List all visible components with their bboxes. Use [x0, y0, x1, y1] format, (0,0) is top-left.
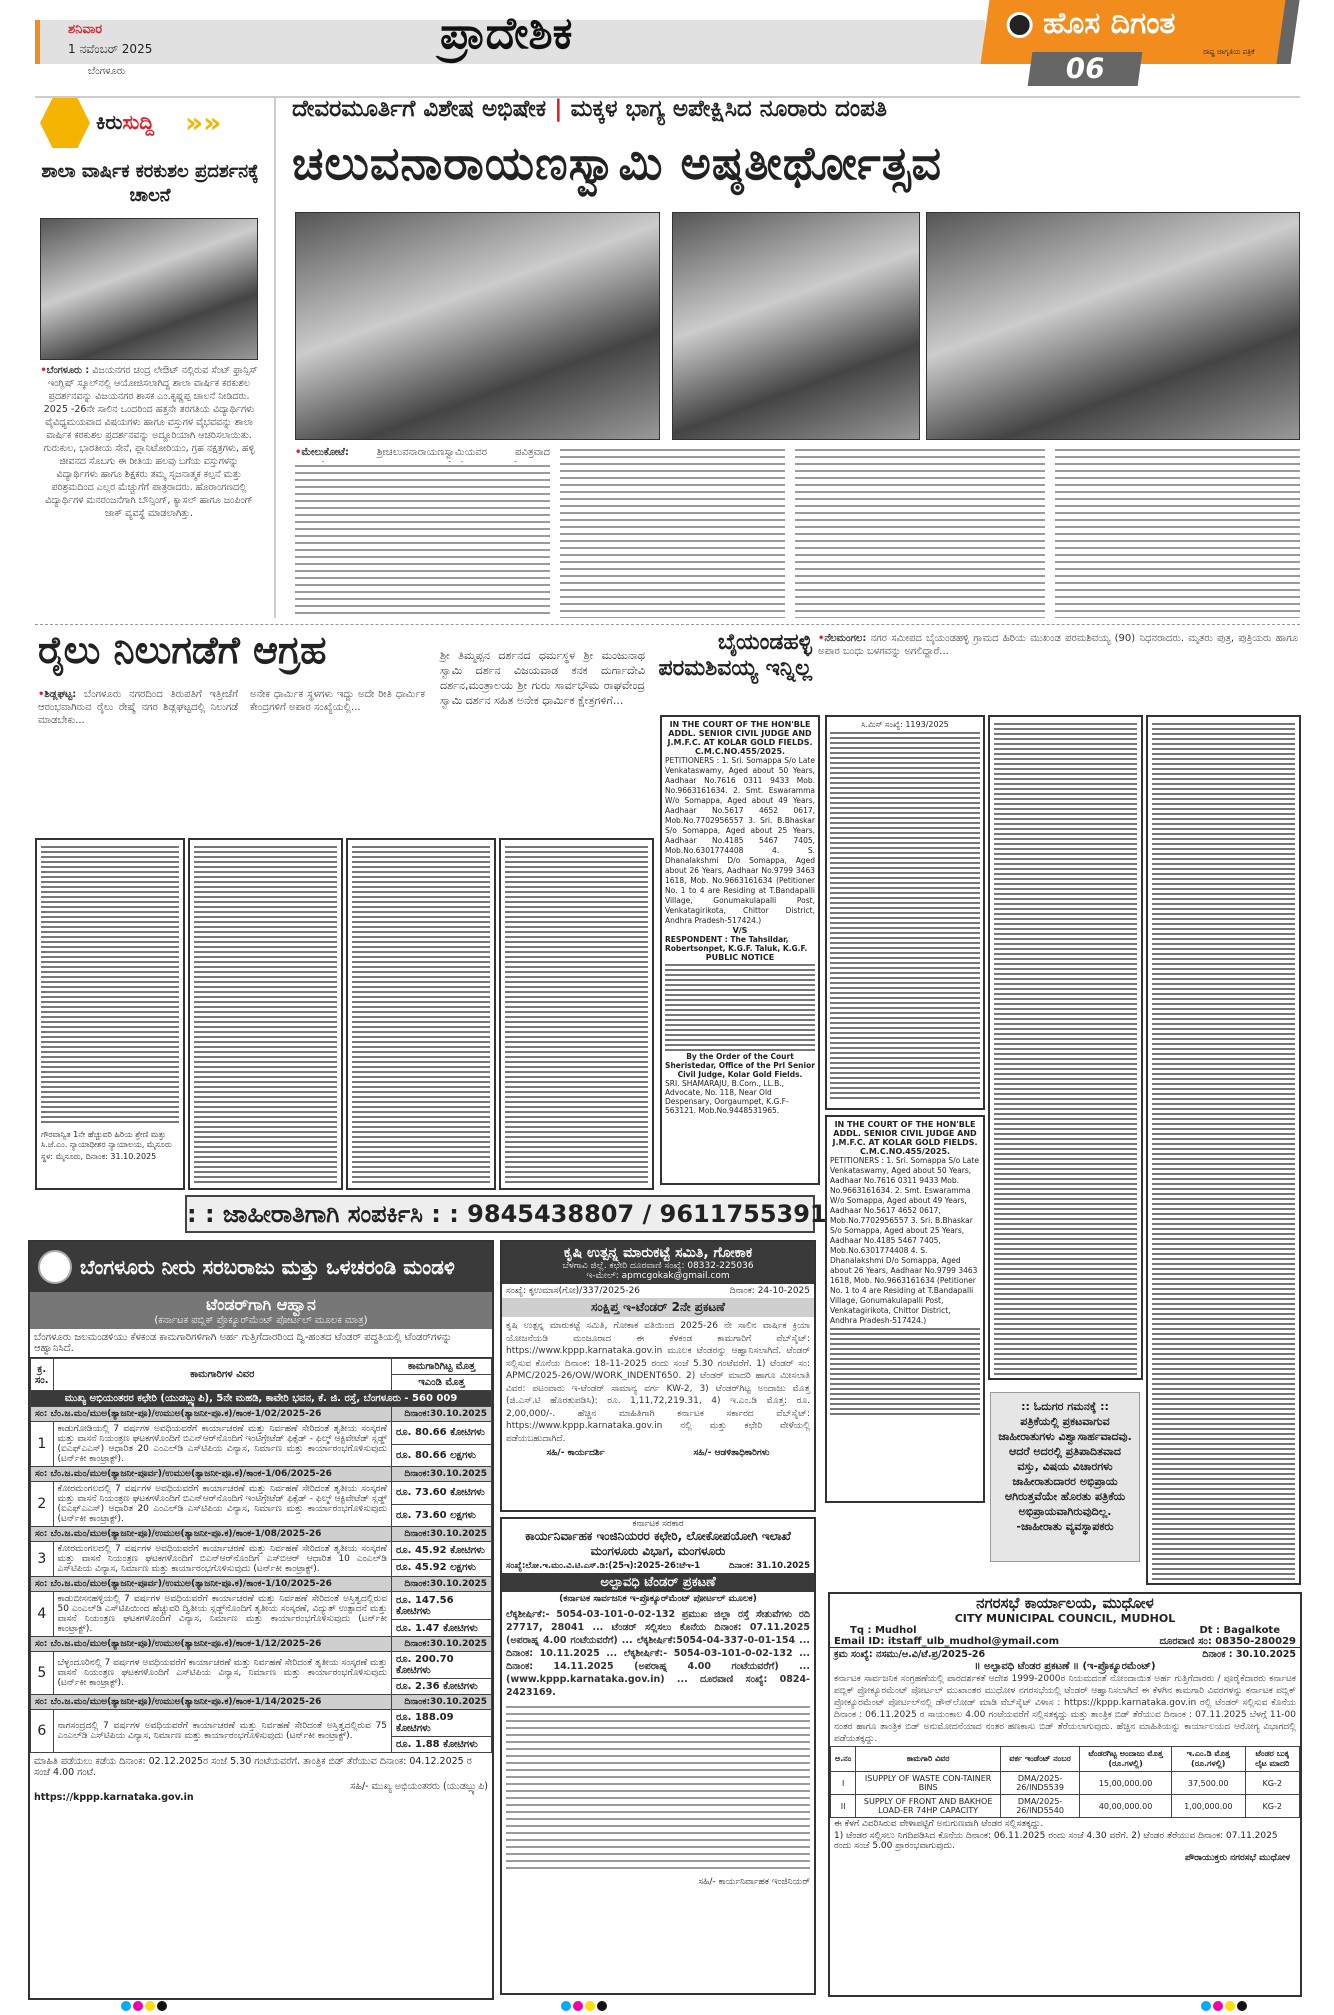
bwssb-tender: [28, 1240, 494, 2000]
rail-body-1: •ಶಿಡ್ಲಘಟ್ಟ: ಬೆಂಗಳೂರು ನಗರದಿಂದ ತಿರುಪತಿಗೆ ಇತ್ತೀಚೆಗೆ ಆರಂಭವಾಗಿರುವ ರೈಲು ರೇಷ್ಮೆ ನಗರ ಶಿಡ್ಲಘಟ್ಟದಲ್ಲಿ ನಿಲುಗಡೆ ಮಾಡಬೇಕು...: [38, 689, 239, 726]
page-number: 06: [1028, 52, 1143, 86]
notice-sign: ಪೌರಾಯುಕ್ತರು ನಗರಸಭೆ ಮುಧೋಳ: [1185, 1853, 1290, 1863]
lead-text-col-4: [1055, 446, 1300, 618]
org-name: ಕಾರ್ಯನಿರ್ವಾಹಕ ಇಂಜಿನಿಯರರ ಕಛೇರಿ, ಲೋಕೋಪಯೋಗಿ ಇಲಾಖೆ ಮಂಗಳೂರು ವಿಭಾಗ, ಮಂಗಳೂರು: [525, 1529, 791, 1558]
obit-headline: ಬೈಯಂಡಹಳ್ಳಿ ಪರಮಶಿವಯ್ಯ ಇನ್ನಿಲ್ಲ: [658, 630, 812, 681]
body-text: ಶ್ರೀಚಲುವನಾರಾಯಣಸ್ವಾಮಿಯವರ ಪವಿತ್ರವಾದ: [376, 447, 550, 458]
notice-subtitle: (ಕರ್ನಾಟಕ ಸಾರ್ವಜನಿಕ ಇ-ಪ್ರೊಕ್ಯೂರ್‌ಮೆಂಟ್ ಪೋರ್ಟಲ್ ಮೂಲಕ): [559, 1594, 757, 1604]
work-details: ಕೋರಮಂಗಲದಲ್ಲಿ 7 ವರ್ಷಗಳ ಅವಧಿಯವರೆಗೆ ಕಾರ್ಯಾಚರಣೆ ಮತ್ತು ನಿರ್ವಹಣೆ ಸೇರಿದಂತೆ ತೃತೀಯ ಸಂಸ್ಕರಣೆ ಮತ್ತು ವಾಸನೆ ನಿಯಂತ್ರಣ ಘಟಕಗಳೊಂದಿಗೆ ಬಿಎನ್ಆರ್‌ನೊಂದಿಗೆ ಎಸ್‌ಬಿಆರ್ ಆಧಾರಿತ 10 ಎಂಎಲ್‌ಡಿ ಎಸ್‌ಟಿಪಿಯ ವಿನ್ಯಾಸ, ನಿರ್ಮಾಣ ಮತ್ತು ಕಾರ್ಯಾರಂಭಗೊಳಿಸುವುದು (ಟರ್ನ್‌ಕೀ ಕಾಂಟ್ರಾಕ್ಟ್).: [53, 1542, 391, 1577]
cell-amount: 40,00,000.00: [1080, 1795, 1172, 1818]
tender-date: ದಿನಾಂಕ:30.10.2025: [392, 1527, 492, 1542]
work-details: ಬೆಳ್ಳಂದೂರಿನಲ್ಲಿ 7 ವರ್ಷಗಳ ಅವಧಿಯವರೆಗೆ ಕಾರ್ಯಾಚರಣೆ ಮತ್ತು ನಿರ್ವಹಣೆ ಸೇರಿದಂತೆ ತೃತೀಯ ಸಂಸ್ಕರಣೆ ಮತ್ತು ವಾಸನೆ ನಿಯಂತ್ರಣ ಘಟಕಗಳೊಂದಿಗೆ ಎಸ್‌ಟಿಪಿಯ ವಿನ್ಯಾಸ, ನಿರ್ಮಾಣ ಮತ್ತು ಕಾರ್ಯಾರಂಭಗೊಳಿಸುವುದು (ಟರ್ನ್‌ಕೀ ಕಾಂಟ್ರಾಕ್ಟ್).: [53, 1652, 391, 1695]
dateline: ಮೇಲುಕೋಟೆ:: [301, 447, 349, 458]
org-name: ಕೃಷಿ ಉತ್ಪನ್ನ ಮಾರುಕಟ್ಟೆ ಸಮಿತಿ, ಗೋಕಾಕ: [563, 1245, 753, 1261]
tender-ref-row: [31, 1695, 492, 1710]
cell-no: I: [831, 1772, 856, 1795]
table-row: [31, 1542, 492, 1560]
row-divider: [35, 624, 1300, 625]
table-row: [31, 1710, 492, 1737]
address: ಬೆಳಗಾವಿ ಜಿಲ್ಲೆ. ಕಛೇರಿ ದೂರವಾಣಿ ಸಂಖ್ಯೆ: 08332-225036: [562, 1261, 754, 1271]
versus: V/S: [732, 926, 748, 935]
petitioners: PETITIONERS : 1. Sri. Somappa S/o Late Venkataswamy, Aged about 50 Years, Aadhaar No.7616 0311 9433 Mob. No.9663161634. 2. Smt. Eswaramma W/o Somappa, Aged about 49 Years, Aadhaar No.5617 4652 0617, Mob.No.7702956557 3. Sri. B.Bhaskar S/o Somappa, Aged about 25 Years, Aadhaar No.4185 5467 7405, Mob.No.6301774408 4. S. Dhanalakshmi D/o Somappa, Aged about 26 Years, Aadhaar No.9799 3463 1618, Mob. No.9663161634 (Petitioner No. 1 to 4 are Residing at T.Bandapalli Village, Gonumakulapalli Post, Venkatagirikota, Chittor District, Andhra Pradesh-517424.): [665, 756, 815, 925]
section-title: ಪ್ರಾದೇಶಿಕ: [440, 8, 573, 59]
case-number: ಸಿ.ಮಿಸ್ ಸಂಖ್ಯೆ: 1193/2025: [861, 720, 949, 729]
notice-date: ದಿನಾಂಕ : 30.10.2025: [1202, 1649, 1296, 1660]
craft-exhibition-photo: [40, 218, 258, 360]
row-number: 6: [31, 1710, 54, 1753]
ref-number: ಸಂಖ್ಯೆ:ಲೋ.ಇ.ಮಂ.ವಿ.ಟಿ.ಎಸ್.ಡಿ:(25ಇ):2025-26:ಟೆಇ-1: [506, 1561, 701, 1571]
logo-text-b: ದಿಗಂತ: [1110, 6, 1176, 41]
devotees-photo: [672, 212, 920, 440]
column-header: ಇ.ಎಂ.ಡಿ ಮೊತ್ತ (ರೂ.ಗಳಲ್ಲಿ): [1171, 1747, 1245, 1772]
tender-subtitle: (ಕರ್ನಾಟಕ ಪಬ್ಲಿಕ್ ಪ್ರೊಕ್ಯೂರ್‌ಮೆಂಟ್ ಪೋರ್ಟಲ್ ಮೂಲಕ ಮಾತ್ರ): [154, 1315, 368, 1326]
crowd-photo: [926, 212, 1300, 440]
notice-title: ಅಲ್ಪಾವಧಿ ಟೆಂಡರ್ ಪ್ರಕಟಣೆ: [502, 1573, 814, 1592]
registration-marks: [1200, 1996, 1248, 2015]
work-amount: ರೂ. 73.60 ಕೋಟಿಗಳು: [392, 1482, 492, 1505]
phone: ದೂರವಾಣಿ ಸಂ: 08350-280029: [1159, 1636, 1296, 1647]
tender-ref: ಸಂ: ಬೆಂ.ಜ.ಮಂ/ಮುಅ(ತ್ಯಾಜನೀ-ಪೂ)/ಉಮುಅ(ತ್ಯಾಜನೀ-ಪೂ.ಕ)/ಕಾಂಕ-1/12/2025-26: [31, 1637, 392, 1652]
tender-sign: ಸಹಿ/- ಮುಖ್ಯ ಅಭಿಯಂತರರು (ಯುಡಬ್ಲ್ಯುಪಿ): [350, 1781, 488, 1792]
table-row: [31, 1422, 492, 1445]
work-amount: ರೂ. 45.92 ಕೋಟಿಗಳು: [392, 1542, 492, 1560]
banner-label: : : ಜಾಹೀರಾತಿಗಾಗಿ ಸಂಪರ್ಕಿಸಿ : :: [187, 1200, 459, 1228]
dateline: ನೆಲಮಂಗಲ:: [824, 633, 867, 644]
work-amount: ರೂ. 80.66 ಕೋಟಿಗಳು: [392, 1422, 492, 1445]
row-number: 3: [31, 1542, 54, 1577]
work-amount: ರೂ. 188.09 ಕೋಟಿಗಳು: [392, 1710, 492, 1737]
legal-notice-4: [499, 838, 654, 1190]
notice-body: ಕರ್ನಾಟಕ ಸಾರ್ವಜನಿಕ ಸಂಗ್ರಹಣೆಯಲ್ಲಿ ಪಾರದರ್ಶಕತೆ ಆದೇಶ 1999-2000ರ ನಿಯಮದಂತೆ ನೋಂದಾಯಿತ ಅರ್ಹ ಗುತ್ತಿಗೆದಾರರು / ಪೂರೈಕೆದಾರರು ಕರ್ನಾಟಕ ಪಬ್ಲಿಕ್ ಪ್ರೋಕ್ಯೂರಮೆಂಟ್ ಪೋರ್ಟಲ್ ಮುಖಾಂತರ ಮುಧೋಳ ನಗರಸಭೆಯಲ್ಲಿ ಟೆಂಡರ್ ಆಹ್ವಾನಿಸಲಾಗಿದೆ ಈ ಕೆಳಗಿನ ಕಾಮಗಾರಿ ವಿವರಗಳನ್ನು ಕರ್ನಾಟಕ ಪಬ್ಲಿಕ್ ಪ್ರೋಕ್ಯೂರಮೆಂಟ್ ಪೋರ್ಟಲ್‌ನಲ್ಲಿ ಡೌನ್‌ಲೋಡ್ ಮಾಡಿ ವೆಬ್‌ಸೈಟ್ ವಿಳಾಸ : https://kppp.karnataka.gov.in ರಲ್ಲಿ ಟೆಂಡರ್ ಸಲ್ಲಿಸುವ ಕೊನೆಯ ದಿನಾಂಕ : 06.11.2025 ರ ಸಾಯಂಕಾಲ 4.00 ಗಂಟೆಯವರೆಗೆ ಸಲ್ಲಿಸತಕ್ಕದ್ದು ಮತ್ತು ತಾಂತ್ರಿಕ ಬಿಡ್ ತೆರೆಯುವ ದಿನಾಂಕ : 07.11.2025 ಬೆಳಗ್ಗೆ 11-00 ನಂತರ ಹಾಗೂ ತಾಂತ್ರಿಕ ಬಿಡ್ ಅನುಮೋದನೆಯಾದ ನಂತರ ಹಣಕಾಸು ಬಿಡ್ ತೆರೆಯಲಾಗುವುದು. ಹೆಚ್ಚಿನ ಮಾಹಿತಿಯನ್ನು ಕಾರ್ಯಾಲಯದ ಆರೋಗ್ಯ ವಿಭಾಗದಲ್ಲಿ ಪಡೆಯತಕ್ಕದ್ದು.: [834, 1674, 1296, 1744]
cell-emd: 1,00,000.00: [1171, 1795, 1245, 1818]
cell-work: ISUPPLY OF WASTE CON-TAINER BINS: [856, 1772, 1001, 1795]
legal-notice-6: [1146, 715, 1301, 1585]
edition-city: ಬೆಂಗಳೂರು: [88, 66, 126, 77]
logo-tagline: ರಾಷ್ಟ್ರ ಜಾಗೃತಿಯ ಪತ್ರಿಕೆ: [1202, 48, 1255, 56]
body-text: ವಿಜಯನಗರ ಚಂದ್ರ ಲೇಔಟ್ ನಲ್ಲಿರುವ ಸೆಂಟ್ ಫ್ರಾನ್ಸಿಸ್ ಇಂಗ್ಲಿಷ್ ಸ್ಕೂಲ್‌ನಲ್ಲಿ ಆಯೋಜಿಸಲಾಗಿದ್ದ ಶಾಲಾ ವಾರ್ಷಿಕ ಕರಕುಶಲ ಪ್ರದರ್ಶನವನ್ನು ವಿಜಯನಗರ ಶಾಸಕ ಎಂ.ಕೃಷ್ಣಪ್ಪ ಚಾಲನೆ ನೀಡಿದರು. 2025 -26ನೇ ಸಾಲಿನ ಒಂದರಿಂದ ಹತ್ತನೇ ತರಗತಿಯ ವಿದ್ಯಾರ್ಥಿಗಳು ವೈವಿಧ್ಯಮಯವಾದ ವಿಷಯಗಳು ಹಾಗೂ ವಸ್ತುಗಳ ವೈಭವವನ್ನು ಶಾಲಾ ವಾರ್ಷಿಕ ಕರಕುಶಲ ಪ್ರದರ್ಶನವನ್ನು ಅದ್ದೂರಿಯಾಗಿ ಆಚರಿಸಲಾಯಿತು. ಗುರುಕುಲ, ಭಾರತೀಯ ಸೇನೆ, ಪ್ಲಾನಿಟೋರಿಯಂ, ಗ್ರಹ ನಕ್ಷತ್ರಗಳು, ಹಳ್ಳಿ ಜೀವನದ ಸೊಬಗು ಈ ರೀತಿಯ ಹಲವು ಬಗೆಯ ವಸ್ತುಗಳನ್ನು ವಿದ್ಯಾರ್ಥಿಗಳು ಹಾಗೂ ಶಿಕ್ಷಕರು ತಮ್ಮ ಸೃಜನಾತ್ಮಕ ಕಲ್ಪನೆ ಮತ್ತು ಪರಿಶ್ರಮದಿಂದ ಎಲ್ಲರ ಮೆಚ್ಚುಗೆಗೆ ಪಾತ್ರರಾದರು. ಹೊರಾಂಗಣದಲ್ಲಿ ವಿದ್ಯಾರ್ಥಿಗಳ ಮನರಂಜನೆಗಾಗಿ ಬೌನ್ಸಿಂಗ್, ಕ್ಯಾಸಲ್ ಹಾಗೂ ಜಂಪಿಂಗ್ ಜಾಕ್ ವ್ಯವಸ್ಥೆ ಮಾಡಲಾಗಿತ್ತು.: [43, 365, 258, 519]
ad-contact-banner: [185, 1195, 827, 1233]
registration-marks: [560, 1996, 608, 2015]
ref-number: ಸಂಖ್ಯೆ: ಕೃಉಮಾಸ(ಗೋ)/337/2025-26: [506, 1286, 641, 1296]
case-number: C.M.C.NO.455/2025.: [694, 747, 786, 756]
logo-kiru: ಕಿರು: [96, 110, 123, 134]
logo-suddi: ಸುದ್ದಿ: [122, 110, 155, 134]
tender-ref-row: [31, 1637, 492, 1652]
work-amount: ರೂ. 200.70 ಕೋಟಿಗಳು: [392, 1652, 492, 1679]
banner-phones: 9845438807 / 9611755391: [467, 1200, 827, 1228]
row-number: 2: [31, 1482, 54, 1527]
notice-title: ॥ ಅಲ್ಪಾವಧಿ ಟೆಂಡರ ಪ್ರಕಟಣೆ ॥ (ಇ-ಪ್ರೊಕ್ಯೂರಮೆಂಟ್): [974, 1661, 1156, 1672]
work-details: ಕಾಡುಗೋಡಿಯಲ್ಲಿ 7 ವರ್ಷಗಳ ಅವಧಿಯವರೆಗೆ ಕಾರ್ಯಾಚರಣೆ ಮತ್ತು ನಿರ್ವಹಣೆ ಸೇರಿದಂತೆ ತೃತೀಯ ಸಂಸ್ಕರಣೆ ಮತ್ತು ವಾಸನೆ ನಿಯಂತ್ರಣ ಘಟಕಗಳೊಂದಿಗೆ ಬಿಎನ್ಆರ್‌ನೊಂದಿಗೆ ಇಂಟಿಗ್ರೇಟೆಡ್ ಫಿಕ್ಸೆಡ್ - ಫಿಲ್ಮ್ ಆಕ್ಟಿವೇಟೆಡ್ ಸ್ಲಡ್ಜ್ (ಐಎಫ್ಎಎಸ್) ಆಧಾರಿತ 20 ಎಂಎಲ್‌ಡಿ ಎಸ್‌ಟಿಪಿಯ ವಿನ್ಯಾಸ, ನಿರ್ಮಾಣ ಮತ್ತು ಕಾರ್ಯಾರಂಭಗೊಳಿಸುವುದು (ಟರ್ನ್‌ಕೀ ಕಾಂಟ್ರಾಕ್ಟ್).: [53, 1422, 391, 1467]
lead-body: •ಮೇಲುಕೋಟೆ: ಶ್ರೀಚಲುವನಾರಾಯಣಸ್ವಾಮಿಯವರ ಪವಿತ್ರವಾದ: [295, 446, 550, 460]
apmc-gokak-tender: [500, 1240, 816, 1512]
tender-ref-row: [31, 1527, 492, 1542]
cell-indent: DMA/2025-26/IND5540: [1000, 1795, 1079, 1818]
kirusuddi-headline: ಶಾಲಾ ವಾರ್ಷಿಕ ಕರಕುಶಲ ಪ್ರದರ್ಶನಕ್ಕೆ ಚಾಲನೆ: [41, 161, 259, 206]
tender-title: ಟೆಂಡರ್‌ಗಾಗಿ ಆಹ್ವಾನ: [206, 1295, 316, 1314]
work-details: ಕಾಡುಬೀಸನಹಳ್ಳಿಯಲ್ಲಿ 7 ವರ್ಷಗಳ ಅವಧಿಯವರೆಗೆ ಕಾರ್ಯಾಚರಣೆ ಮತ್ತು ನಿರ್ವಹಣೆ ಸೇರಿದಂತೆ ಅಸ್ತಿತ್ವದಲ್ಲಿರುವ 50 ಎಂಎಲ್‌ಡಿ ಎಸ್‌ಟಿಪಿಯಿಂದ ಹೆಚ್ಚುವರಿ ದ್ವಿತೀಯ ಸ್ಲಡ್ಜ್‌ನೊಂದಿಗೆ ತೃತೀಯ ಸಂಸ್ಕರಣೆ, ವಿದ್ಯುತ್ ಉತ್ಪಾದನೆ ಮತ್ತು ವಾಸನೆ ನಿಯಂತ್ರಣ ಘಟಕಗಳೊಂದಿಗೆ ವಿನ್ಯಾಸ, ನಿರ್ಮಾಣ ಮತ್ತು ಕಾರ್ಯಾರಂಭಗೊಳಿಸುವುದು (ಟರ್ನ್‌ಕೀ ಕಾಂಟ್ರಾಕ್ಟ್).: [53, 1592, 391, 1637]
lead-text-col-2: [560, 446, 785, 618]
court-notice-mysuru: [825, 715, 985, 1110]
work-amount: ರೂ. 147.56 ಕೋಟಿಗಳು: [392, 1592, 492, 1620]
kicker-a: ದೇವರಮೂರ್ತಿಗೆ ವಿಶೇಷ ಅಭಿಷೇಕ: [292, 96, 547, 122]
sign-administrator: ಸಹಿ/- ಆಡಳಿತಾಧಿಕಾರಿಗಳು: [693, 1448, 770, 1458]
table-row: [31, 1652, 492, 1679]
rail-body-3: ಶ್ರೀ ತಿಮ್ಮಪ್ಪನ ದರ್ಶನದ ಧರ್ಮಸ್ಥಳ ಶ್ರೀ ಮಂಜುನಾಥ ಸ್ವಾಮಿ ದರ್ಶನ ವಿಜಯವಾಡ ಕನಕ ದುರ್ಗಾದೇವಿ ದರ್ಶನ,ಮಂತ್ರಾಲಯ ಶ್ರೀ ಗುರು ಸಾರ್ವಭೌಮ ರಾಘವೇಂದ್ರ ಸ್ವಾಮಿ ದರ್ಶನ ಸಹಿತ ಅನೇಕ ಧಾರ್ಮಿಕ ಕ್ಷೇತ್ರಗಳಿಗೆ...: [440, 649, 645, 707]
tender-website: https://kppp.karnataka.gov.in: [34, 1792, 194, 1803]
govt-emblem-icon: [38, 1250, 72, 1284]
bwssb-title-bar: [30, 1292, 492, 1329]
emd-amount: ರೂ. 45.92 ಲಕ್ಷಗಳು: [392, 1559, 492, 1577]
rail-body-2: ಅನೇಕ ಧಾರ್ಮಿಕ ಸ್ಥಳಗಳು ಇದ್ದು ಅದೇ ರೀತಿ ಧಾರ್ಮಿಕ ಕೇಂದ್ರಗಳಿಗೆ ಅಪಾರ ಸಂಖ್ಯೆಯಲ್ಲಿ...: [250, 689, 425, 713]
apmc-header: [502, 1242, 814, 1284]
mudhol-cmc-tender: [828, 1592, 1302, 1997]
column-header: ಅ.ನಂ: [831, 1747, 856, 1772]
emd-amount: ರೂ. 73.60 ಲಕ್ಷಗಳು: [392, 1504, 492, 1527]
notice-body: ಲೆಕ್ಕಶೀರ್ಷಿಕೆ:- 5054-03-101-0-02-132 ಪ್ರಮುಖ ಜಿಲ್ಲಾ ರಸ್ತೆ ಸೇತುವೆಗಳು ರದಿ 27717, 28041 ... ಟೆಂಡರ್ ಸಲ್ಲಿಸಲು ಕೊನೆಯ ದಿನಾಂಕ: 07.11.2025 (ಅಪರಾಹ್ನ 4.00 ಗಂಟೆಯವರೆಗೆ) ... ಲೆಕ್ಕಶೀರ್ಷಿಕೆ:5054-04-337-0-01-154 ... ದಿನಾಂಕ: 10.11.2025 ... ಲೆಕ್ಕಶೀರ್ಷಿಕೆ:- 5054-03-101-0-02-132 ... ದಿನಾಂಕ: 14.11.2025 (ಅಪರಾಹ್ನ 4.00 ಗಂಟೆಯವರೆಗೆ) ... (www.kppp.karnataka.gov.in) ... ದೂರವಾಣಿ ಸಂಖ್ಯೆ: 0824-2423169.: [506, 1609, 810, 1698]
office-address: ಮುಖ್ಯ ಅಭಿಯಂತರರ ಕಛೇರಿ (ಯುಡಬ್ಲ್ಯುಪಿ), 5ನೇ ಮಹಡಿ, ಕಾವೇರಿ ಭವನ, ಕೆ. ಜಿ. ರಸ್ತೆ, ಬೆಂಗಳೂರು - 560 009: [31, 1391, 492, 1407]
notice-date: ದಿನಾಂಕ: 31.10.2025: [729, 1561, 810, 1571]
case-number: C.M.C.NO.455/2025.: [859, 1147, 951, 1156]
legal-notice-5: [988, 715, 1143, 1380]
tender-ref: ಸಂ: ಬೆಂ.ಜ.ಮಂ/ಮುಅ(ತ್ಯಾಜನೀ-ಪೂ)/ಉಮುಅ(ತ್ಯಾಜನೀ-ಪೂ.ಕ)/ಕಾಂಕ-1/14/2025-26: [31, 1695, 392, 1710]
table-row: [831, 1772, 1300, 1795]
schedule-note: ಈ ಕೆಳಗೆ ವಿವರಿಸಿರುವ ವೇಳಾಪಟ್ಟಿಗೆ ಅನುಗುಣವಾಗಿ ಟೆಂಡರ ಸಲ್ಲಿಸತಕ್ಕದ್ದು.: [834, 1819, 1044, 1829]
column-header: ವರ್ಕ ಇಂಡೆಂಟ್ ನಂಬರ: [1000, 1747, 1079, 1772]
col-emd: ಇಎಂಡಿ ಮೊತ್ತ: [392, 1375, 492, 1391]
cell-no: II: [831, 1795, 856, 1818]
table-row: [31, 1482, 492, 1505]
court-notice-kgf: [660, 715, 820, 1185]
obit-body: •ನೆಲಮಂಗಲ: ನಗರ ಸಮೀಪದ ಬೈಯಂಡಹಳ್ಳಿ ಗ್ರಾಮದ ಹಿರಿಯ ಮುಖಂಡ ಪರಮಶಿವಯ್ಯ (90) ನಿಧನರಾದರು. ಮೃತರು ಪುತ್ರ, ಪುತ್ರಿಯರು ಹಾಗೂ ಅಪಾರ ಬಂಧು ಬಳಗವನ್ನು ಅಗಲಿದ್ದಾರೆ...: [818, 633, 1298, 657]
cell-emd: 37,500.00: [1171, 1772, 1245, 1795]
tender-ref: ಸಂ: ಬೆಂ.ಜ.ಮಂ/ಮುಅ(ತ್ಯಾಜನೀ-ಪೂ)/ಉಮುಅ(ತ್ಯಾಜನೀ-ಪೂ.ಕ)/ಕಾಂಕ-1/02/2025-26: [31, 1407, 392, 1422]
logo-emblem-icon: [1007, 12, 1033, 38]
tender-ref-row: [31, 1467, 492, 1482]
body-text: ನಗರ ಸಮೀಪದ ಬೈಯಂಡಹಳ್ಳಿ ಗ್ರಾಮದ ಹಿರಿಯ ಮುಖಂಡ ಪರಮಶಿವಯ್ಯ (90) ನಿಧನರಾದರು. ಮೃತರು ಪುತ್ರ, ಪುತ್ರಿಯರು ಹಾಗೂ ಅಪಾರ ಬಂಧು ಬಳಗವನ್ನು ಅಗಲಿದ್ದಾರೆ...: [818, 633, 1298, 657]
email: Email ID: itstaff_ulb_mudhol@ymail.com: [834, 1636, 1060, 1647]
work-details: ನಾಗಸಂದ್ರದಲ್ಲಿ 7 ವರ್ಷಗಳ ಅವಧಿಯವರೆಗೆ ಕಾರ್ಯಾಚರಣೆ ಮತ್ತು ನಿರ್ವಹಣೆ ಸೇರಿದಂತೆ ಅಸ್ತಿತ್ವದಲ್ಲಿರುವ 75 ಎಂಎಲ್‌ಡಿ ಎಸ್‌ಟಿಪಿಯ ವಿನ್ಯಾಸ, ನಿರ್ಮಾಣ ಮತ್ತು ಕಾರ್ಯಾರಂಭಗೊಳಿಸುವುದು (ಟರ್ನ್‌ಕೀ ಕಾಂಟ್ರಾಕ್ಟ್).: [53, 1710, 391, 1753]
bwssb-works-table: [30, 1358, 492, 1753]
mudhol-works-table: [830, 1746, 1300, 1818]
lead-headline: ಚಲುವನಾರಾಯಣಸ್ವಾಮಿ ಅಷ್ಠತೀರ್ಥೋತ್ಸವ: [292, 136, 943, 190]
col-no: ಕ್ರ. ಸಂ.: [31, 1359, 54, 1391]
readers-note: [990, 1392, 1140, 1562]
column-header: ಟೆಂಡರಗಿಟ್ಟ ಅಂದಾಜು ಮೊತ್ತ (ರೂ.ಗಳಲ್ಲಿ): [1080, 1747, 1172, 1772]
rail-headline: ರೈಲು ನಿಲುಗಡೆಗೆ ಆಗ್ರಹ: [38, 628, 327, 672]
note-title: :: ಓದುಗರ ಗಮನಕ್ಕೆ ::: [1021, 1400, 1109, 1413]
tender-date: ದಿನಾಂಕ:30.10.2025: [392, 1695, 492, 1710]
column-header: ಕಾಮಗಾರಿ ವಿವರ: [856, 1747, 1001, 1772]
row-number: 5: [31, 1652, 54, 1695]
notice-title: ಸಂಕ್ಷಿಪ್ತ ಇ-ಟೆಂಡರ್ 2ನೇ ಪ್ರಕಟಣೆ: [502, 1298, 814, 1317]
body-text: ಬೆಂಗಳೂರು ನಗರದಿಂದ ತಿರುಪತಿಗೆ ಇತ್ತೀಚೆಗೆ ಆರಂಭವಾಗಿರುವ ರೈಲು ರೇಷ್ಮೆ ನಗರ ಶಿಡ್ಲಘಟ್ಟದಲ್ಲಿ ನಿಲುಗಡೆ ಮಾಡಬೇಕು...: [38, 689, 239, 726]
emd-amount: ರೂ. 1.88 ಕೋಟಿಗಳು: [392, 1737, 492, 1753]
tender-footer: ಮಾಹಿತಿ ಪಡೆಯಲು ಕಡೆಯ ದಿನಾಂಕ: 02.12.2025ರ ಸಂಜೆ 5.30 ಗಂಟೆಯವರೆಗೆ. ತಾಂತ್ರಿಕ ಬಿಡ್ ತೆರೆಯುವ ದಿನಾಂಕ: 04.12.2025 ರ ಸಂಜೆ 4.00 ಗಂಟೆ.: [34, 1756, 472, 1778]
tender-ref: ಸಂ: ಬೆಂ.ಜ.ಮಂ/ಮುಅ(ತ್ಯಾಜನೀ-ಪೂರ್ವ)/ಉಮುಅ(ತ್ಯಾಜನೀ-ಪೂ.ಕ)/ಕಾಂಕ-1/06/2025-26: [31, 1467, 392, 1482]
court-notice-kgf-repeat: [825, 1115, 985, 1503]
taluk: Tq : Mudhol: [850, 1625, 917, 1636]
tender-intro: ಬೆಂಗಳೂರು ಜಲಮಂಡಳಿಯು ಕೆಳಕಂಡ ಕಾಮಗಾರಿಗಳಿಗಾಗಿ ಅರ್ಹ ಗುತ್ತಿಗೆದಾರರಿಂದ ದ್ವಿ-ಹಂತದ ಟೆಂಡರ್ ಪದ್ಧತಿಯಲ್ಲಿ ಟೆಂಡರ್‌ಗಳನ್ನು ಆಹ್ವಾನಿಸಿದೆ.: [30, 1329, 492, 1358]
legal-notice-2: [188, 838, 343, 1190]
tender-date: ದಿನಾಂಕ:30.10.2025: [392, 1577, 492, 1592]
bwssb-header: [30, 1242, 492, 1292]
notice-title: ಗೌರವಾನ್ವಿತ 1ನೇ ಹೆಚ್ಚುವರಿ ಹಿರಿಯ ಶ್ರೇಣಿ ಮತ್ತು ಸಿ.ಜೆ.ಎಂ. ನ್ಯಾಯಾಧೀಶರ ನ್ಯಾಯಾಲಯ, ಮೈಸೂರು: [41, 1130, 172, 1149]
emd-amount: ರೂ. 1.47 ಕೋಟಿಗಳು: [392, 1620, 492, 1637]
emd-amount: ರೂ. 2.36 ಕೋಟಿಗಳು: [392, 1679, 492, 1695]
notice-body: ಕೃಷಿ ಉತ್ಪನ್ನ ಮಾರುಕಟ್ಟೆ ಸಮಿತಿ, ಗೋಕಾಕ ವತಿಯಿಂದ 2025-26 ನೇ ಸಾಲಿನ ವಾರ್ಷಿಕ ಕ್ರಿಯಾ ಯೋಜನೆಯಡಿ ಮಂಜೂರಾದ ಈ ಕೆಳಕಂಡ ಕಾಮಗಾರಿಗೆ ವೆಬ್‌ಸೈಟ್: https://www.kppp.karnataka.gov.in ಮೂಲಕ ಟೆಂಡರನ್ನು ಆಹ್ವಾನಿಸಲಾಗಿದೆ. ಟೆಂಡರ್ ಸಲ್ಲಿಸುವ ಕೊನೆಯ ದಿನಾಂಕ: 18-11-2025 ರಂದು ಸಂಜೆ 5.30 ಗಂಟೆವರೆಗೆ. 1) ಟೆಂಡರ್ ಸಂ: APMC/2025-26/OW/WORK_INDENT650. 2) ಟೆಂಡರ್ ಮಾದರಿ ಹಾಗೂ ಮೀಸಲಾತಿ ವಿವರ: ಪಟಂವಾರು ಇ-ಟೆಂಡರ್ ಸಾಮಾನ್ಯ ವರ್ಗ KW-2, 3) ಟೆಂಡರ್‌ಗಿಟ್ಟ ಅಂದಾಜು ಮೊತ್ತ (ಜಿ.ಎಸ್.ಟಿ ಹೊರತುಪಡಿಸಿ): ರೂ. 1,11,72,219.31, 4) ಇ.ಎಂ.ಡಿ ಮೊತ್ತ: ರೂ. 2,00,000/-. ಹೆಚ್ಚಿನ ಮಾಹಿತಿಗಾಗಿ ಕರ್ನಾಟಕ ಸರ್ಕಾರದ ವೆಬ್‌ಸೈಟ್: https://www.kppp.karnataka.gov.in ನಲ್ಲಿ ಮತ್ತು ಕಛೇರಿ ವೇಳೆಯಲ್ಲಿ ಪಡೆಯಬಹುದಾಗಿದೆ.: [506, 1321, 810, 1444]
dateline: ಬೆಂಗಳೂರು :: [46, 365, 90, 376]
tender-ref: ಸಂ: ಬೆಂ.ಜ.ಮಂ/ಮುಅ(ತ್ಯಾಜನೀ-ಪೂರ್ವ)/ಉಮುಅ(ತ್ಯಾಜನೀ-ಪೂ.ಕ)/ಕಾಂಕ-1/10/2025-26: [31, 1577, 392, 1592]
public-notice-label: PUBLIC NOTICE: [705, 953, 775, 962]
org-name-en: CITY MUNICIPAL COUNCIL, MUDHOL: [954, 1612, 1176, 1625]
column-header: ಟೆಂಡರ ಬುಕ್ಕ ಲೈಟ ಮಾದರಿ: [1245, 1747, 1299, 1772]
emd-amount: ರೂ. 80.66 ಲಕ್ಷಗಳು: [392, 1444, 492, 1467]
lead-text-col-1: [295, 462, 550, 618]
pwd-mangaluru-tender: [500, 1517, 816, 1995]
court-sign: By the Order of the Court Sheristedar, Office of the Prl Senior Civil Judge, Kolar Gold Fields.: [665, 1052, 815, 1079]
advocate: SRI. SHAMARAJU, B.Com., LL.B., Advocate, No. 118, Near Old Despensary, Oorgaumpet, K.G.F-563121. Mob.No.9448531965.: [665, 1079, 789, 1115]
district: Dt : Bagalkote: [1199, 1625, 1280, 1636]
hand-icon: [40, 98, 90, 148]
row-number: 1: [31, 1422, 54, 1467]
row-number: 4: [31, 1592, 54, 1637]
org-name: ಬೆಂಗಳೂರು ನೀರು ಸರಬರಾಜು ಮತ್ತು ಒಳಚರಂಡಿ ಮಂಡಳಿ: [80, 1255, 455, 1279]
col-amount: ಕಾಮಗಾರಿಗಿಟ್ಟ ಮೊತ್ತ: [392, 1359, 492, 1375]
kirusuddi-body: •ಬೆಂಗಳೂರು : ವಿಜಯನಗರ ಚಂದ್ರ ಲೇಔಟ್ ನಲ್ಲಿರುವ ಸೆಂಟ್ ಫ್ರಾನ್ಸಿಸ್ ಇಂಗ್ಲಿಷ್ ಸ್ಕೂಲ್‌ನಲ್ಲಿ ಆಯೋಜಿಸಲಾಗಿದ್ದ ಶಾಲಾ ವಾರ್ಷಿಕ ಕರಕುಶಲ ಪ್ರದರ್ಶನವನ್ನು ವಿಜಯನಗರ ಶಾಸಕ ಎಂ.ಕೃಷ್ಣಪ್ಪ ಚಾಲನೆ ನೀಡಿದರು. 2025 -26ನೇ ಸಾಲಿನ ಒಂದರಿಂದ ಹತ್ತನೇ ತರಗತಿಯ ವಿದ್ಯಾರ್ಥಿಗಳು ವೈವಿಧ್ಯಮಯವಾದ ವಿಷಯಗಳು ಹಾಗೂ ವಸ್ತುಗಳ ವೈಭವವನ್ನು ಶಾಲಾ ವಾರ್ಷಿಕ ಕರಕುಶಲ ಪ್ರದರ್ಶನವನ್ನು ಅದ್ದೂರಿಯಾಗಿ ಆಚರಿಸಲಾಯಿತು. ಗುರುಕುಲ, ಭಾರತೀಯ ಸೇನೆ, ಪ್ಲಾನಿಟೋರಿಯಂ, ಗ್ರಹ ನಕ್ಷತ್ರಗಳು, ಹಳ್ಳಿ ಜೀವನದ ಸೊಬಗು ಈ ರೀತಿಯ ಹಲವು ಬಗೆಯ ವಸ್ತುಗಳನ್ನು ವಿದ್ಯಾರ್ಥಿಗಳು ಹಾಗೂ ಶಿಕ್ಷಕರು ತಮ್ಮ ಸೃಜನಾತ್ಮಕ ಕಲ್ಪನೆ ಮತ್ತು ಪರಿಶ್ರಮದಿಂದ ಎಲ್ಲರ ಮೆಚ್ಚುಗೆಗೆ ಪಾತ್ರರಾದರು. ಹೊರಾಂಗಣದಲ್ಲಿ ವಿದ್ಯಾರ್ಥಿಗಳ ಮನರಂಜನೆಗಾಗಿ ಬೌನ್ಸಿಂಗ್, ಕ್ಯಾಸಲ್ ಹಾಗೂ ಜಂಪಿಂಗ್ ಜಾಕ್ ವ್ಯವಸ್ಥೆ ಮಾಡಲಾಗಿತ್ತು.: [40, 365, 258, 519]
email: ಇ-ಮೇಲ್: apmcgokak@gmail.com: [586, 1271, 730, 1281]
lead-kicker: ದೇವರಮೂರ್ತಿಗೆ ವಿಶೇಷ ಅಭಿಷೇಕ | ಮಕ್ಕಳ ಭಾಗ್ಯ ಅಪೇಕ್ಷಿಸಿದ ನೂರಾರು ದಂಪತಿ: [292, 96, 888, 122]
notice-place-date: ಸ್ಥಳ: ಮೈಸೂರು, ದಿನಾಂಕ: 31.10.2025: [41, 1152, 157, 1161]
tender-date: ದಿನಾಂಕ:30.10.2025: [392, 1467, 492, 1482]
kicker-b: ಮಕ್ಕಳ ಭಾಗ್ಯ ಅಪೇಕ್ಷಿಸಿದ ನೂರಾರು ದಂಪತಿ: [570, 96, 888, 122]
govt-label: ಕರ್ನಾಟಕ ಸರಕಾರ: [632, 1519, 684, 1529]
dateline: ಶಿಡ್ಲಘಟ್ಟ:: [44, 689, 77, 700]
tender-ref-row: [31, 1577, 492, 1592]
tender-date: ದಿನಾಂಕ:30.10.2025: [392, 1407, 492, 1422]
table-row: [831, 1795, 1300, 1818]
notice-sign: ಸಹಿ/- ಕಾರ್ಯನಿರ್ವಾಹಕ ಇಂಜಿನಿಯರ್: [698, 1877, 810, 1887]
column-divider: [274, 98, 276, 618]
legal-notice-1: [35, 838, 185, 1190]
ref-number: ಕ್ರಮ ಸಂಖ್ಯೆ: ನಸಮು/ಆ.ವಿ/ಟೆ.ಪ್ರ/2025-26: [834, 1649, 986, 1660]
schedule-dates: 1) ಟೆಂಡರ ಸಲ್ಲಿಸಲು ನಿಗದಿಪಡಿಸಿದ ಕೊನೆಯ ದಿನಾಂಕ: 06.11.2025 ರಂದು ಸಂಜೆ 4.30 ವರೆಗೆ. 2) ಟೆಂಡರ ತೆರೆಯುವ ದಿನಾಂಕ: 07.11.2025 ರಂದು ಸಂಜೆ 5.00 ಪ್ರಾರಂಭವಾಗುವುದು.: [834, 1831, 1278, 1851]
tender-date: ದಿನಾಂಕ:30.10.2025: [392, 1637, 492, 1652]
cell-work: SUPPLY OF FRONT AND BAKHOE LOAD-ER 74HP CAPACITY: [856, 1795, 1001, 1818]
work-details: ಕೋರಮಂಗಲದಲ್ಲಿ 7 ವರ್ಷಗಳ ಅವಧಿಯವರೆಗೆ ಕಾರ್ಯಾಚರಣೆ ಮತ್ತು ನಿರ್ವಹಣೆ ಸೇರಿದಂತೆ ತೃತೀಯ ಸಂಸ್ಕರಣೆ ಮತ್ತು ವಾಸನೆ ನಿಯಂತ್ರಣ ಘಟಕಗಳೊಂದಿಗೆ ಬಿಎನ್ಆರ್‌ನೊಂದಿಗೆ ಇಂಟಿಗ್ರೇಟೆಡ್ ಫಿಕ್ಸೆಡ್ - ಫಿಲ್ಮ್ ಆಕ್ಟಿವೇಟೆಡ್ ಸ್ಲಡ್ಜ್ (ಐಎಫ್ಎಎಸ್) ಆಧಾರಿತ 20 ಎಂಎಲ್‌ಡಿ ಎಸ್‌ಟಿಪಿಯ ವಿನ್ಯಾಸ, ನಿರ್ಮಾಣ ಮತ್ತು ಕಾರ್ಯಾರಂಭಗೊಳಿಸುವುದು (ಟರ್ನ್‌ಕೀ ಕಾಂಟ್ರಾಕ್ಟ್).: [53, 1482, 391, 1527]
notice-date: ದಿನಾಂಕ: 24-10-2025: [729, 1286, 810, 1296]
legal-notice-3: [346, 838, 496, 1190]
tender-ref-row: [31, 1407, 492, 1422]
logo-text-a: ಹೊಸ: [1043, 6, 1101, 41]
note-body: ಪತ್ರಿಕೆಯಲ್ಲಿ ಪ್ರಕಟವಾಗುವ ಜಾಹೀರಾತುಗಳು ವಿಶ್ವಾಸಾರ್ಹವಾದವು. ಆದರೆ ಅದರಲ್ಲಿ ಪ್ರತಿಪಾದಿತವಾದ ವಸ್ತು, ವಿಷಯ ವಿಚಾರಗಳು ಜಾಹೀರಾತುದಾರರ ಅಭಿಪ್ರಾಯ ಆಗಿರುತ್ತವೆಯೇ ಹೊರತು ಪತ್ರಿಕೆಯ ಅಭಿಪ್ರಾಯವಾಗಿರುವುದಿಲ್ಲ. -ಜಾಹೀರಾತು ವ್ಯವಸ್ಥಾಪಕರು: [998, 1415, 1132, 1533]
cell-indent: DMA/2025-26/IND5539: [1000, 1772, 1079, 1795]
weekday: ಶನಿವಾರ: [68, 22, 103, 37]
respondent: RESPONDENT : The Tahsildar, Robertsonpet, K.G.F. Taluk, K.G.F.: [665, 935, 808, 953]
tender-ref: ಸಂ: ಬೆಂ.ಜ.ಮಂ/ಮುಅ(ತ್ಯಾಜನೀ-ಪೂ)/ಉಮುಅ(ತ್ಯಾಜನೀ-ಪೂ.ಕ)/ಕಾಂಕ-1/08/2025-26: [31, 1527, 392, 1542]
petitioners: PETITIONERS : 1. Sri. Somappa S/o Late Venkataswamy, Aged about 50 Years, Aadhaar No.7616 0311 9433 Mob. No.9663161634. 2. Smt. Eswaramma W/o Somappa, Aged about 49 Years, Aadhaar No.5617 4652 0617, Mob.No.7702956557 3. Sri. B.Bhaskar S/o Somappa, Aged about 25 Years, Aadhaar No.4185 5467 7405, Mob.No.6301774408 4. S. Dhanalakshmi D/o Somappa, Aged about 26 Years, Aadhaar No.9799 3463 1618, Mob. No.9663161634 (Petitioner No. 1 to 4 are Residing at T.Bandapalli Village, Gonumakulapalli Post, Venkatagirikota, Chittor District, Andhra Pradesh-517424.): [830, 1156, 979, 1325]
lead-text-col-3: [795, 446, 1045, 618]
kirusuddi-logo: ಕಿರುಸುದ್ದಿ »»: [40, 98, 240, 148]
col-details: ಕಾಮಗಾರಿಗಳ ವಿವರ: [53, 1359, 391, 1391]
table-row: [31, 1592, 492, 1620]
issue-date: 1 ನವೆಂಬರ್ 2025: [68, 42, 153, 56]
cell-type: KG-2: [1245, 1772, 1299, 1795]
deity-photo: [295, 212, 660, 440]
cell-amount: 15,00,000.00: [1080, 1772, 1172, 1795]
cell-type: KG-2: [1245, 1795, 1299, 1818]
court-title: IN THE COURT OF THE HON'BLE ADDL. SENIOR CIVIL JUDGE AND J.M.F.C. AT KOLAR GOLD FIELDS.: [832, 1120, 978, 1147]
court-title: IN THE COURT OF THE HON'BLE ADDL. SENIOR CIVIL JUDGE AND J.M.F.C. AT KOLAR GOLD FIELDS.: [667, 720, 813, 747]
registration-marks: [120, 1996, 168, 2015]
sign-secretary: ಸಹಿ/- ಕಾರ್ಯದರ್ಶಿ: [546, 1448, 605, 1458]
org-name-kn: ನಗರಸಭೆ ಕಾರ್ಯಾಲಯ, ಮುಧೋಳ: [976, 1594, 1154, 1612]
